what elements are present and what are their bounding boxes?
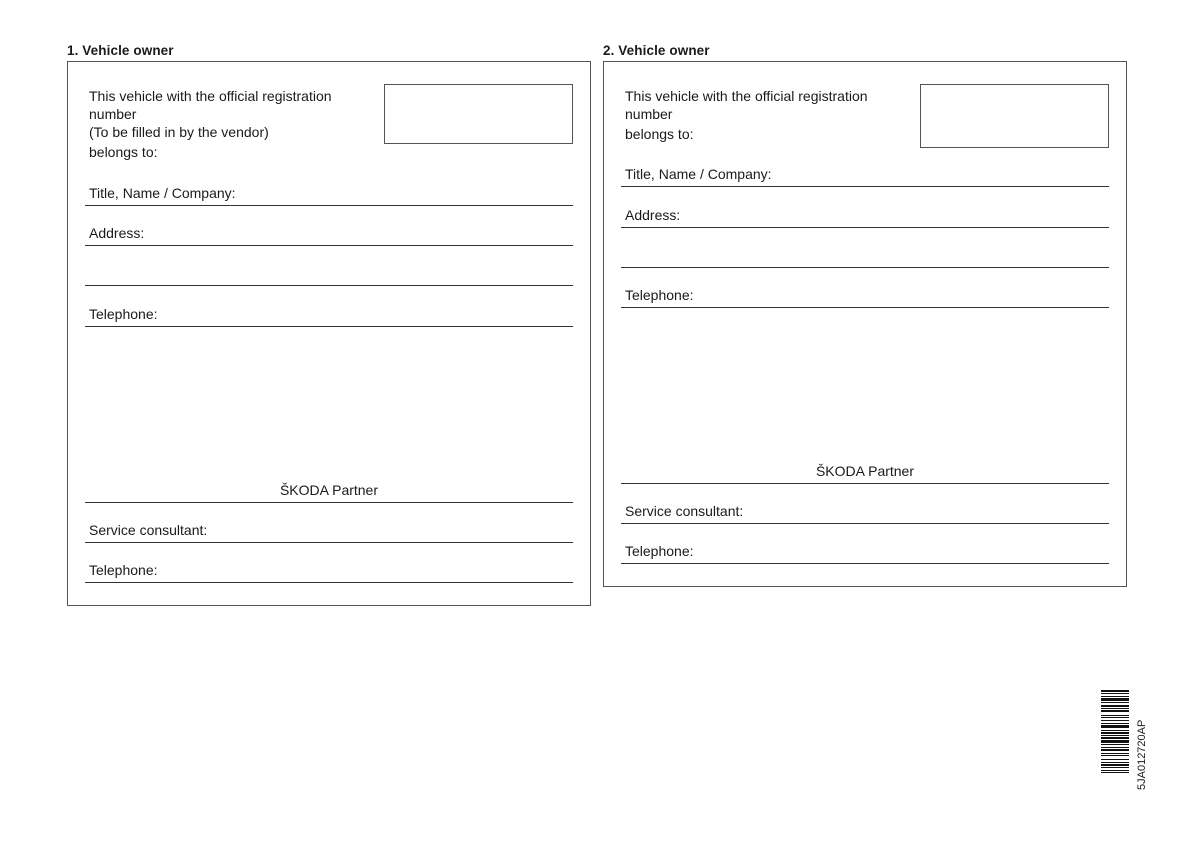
skoda-partner-label: ŠKODA Partner <box>815 463 915 479</box>
intro-line: number <box>89 106 137 122</box>
consultant-telephone-label: Telephone: <box>89 562 158 578</box>
barcode-bar <box>1101 740 1129 743</box>
vehicle-owner-card-2 <box>603 61 1127 587</box>
barcode-bar <box>1101 762 1129 763</box>
telephone-field[interactable] <box>621 284 1109 308</box>
registration-number-box[interactable] <box>920 84 1109 148</box>
barcode-bar <box>1101 735 1129 736</box>
name-company-field[interactable] <box>85 182 573 206</box>
card-1-intro <box>89 87 332 161</box>
telephone-label: Telephone: <box>625 287 694 303</box>
intro-line: This vehicle with the official registration <box>625 88 868 104</box>
address-label: Address: <box>89 225 145 241</box>
barcode-bar <box>1101 770 1129 771</box>
consultant-telephone-field[interactable] <box>85 559 573 583</box>
barcode-bar <box>1101 702 1129 703</box>
barcode-bar <box>1101 749 1129 751</box>
telephone-field[interactable] <box>85 303 573 327</box>
barcode-bar <box>1101 732 1129 734</box>
telephone-label: Telephone: <box>89 306 158 322</box>
name-company-field[interactable] <box>621 163 1109 187</box>
barcode-bar <box>1101 767 1129 768</box>
card-1-heading: 1. Vehicle owner <box>67 43 174 58</box>
barcode-bar <box>1101 744 1129 745</box>
barcode-bar <box>1101 772 1129 773</box>
service-consultant-label: Service consultant: <box>89 522 208 538</box>
consultant-telephone-label: Telephone: <box>625 543 694 559</box>
intro-line: belongs to: <box>625 126 694 142</box>
barcode-bar <box>1101 737 1129 739</box>
consultant-telephone-field[interactable] <box>621 540 1109 564</box>
barcode-bar <box>1101 753 1129 754</box>
barcode-bar <box>1101 693 1129 694</box>
barcode-bar <box>1101 764 1129 766</box>
intro-line: number <box>625 106 673 122</box>
skoda-partner-field[interactable] <box>85 479 573 503</box>
skoda-partner-field[interactable] <box>621 460 1109 484</box>
intro-line: belongs to: <box>89 144 158 160</box>
barcode-bar <box>1101 725 1129 728</box>
barcode-bar <box>1101 723 1129 724</box>
vehicle-owner-card-1 <box>67 61 591 606</box>
intro-line: (To be filled in by the vendor) <box>89 124 269 140</box>
barcode-bar <box>1101 730 1129 731</box>
barcode-bar <box>1101 759 1129 760</box>
barcode-bar <box>1101 705 1129 707</box>
barcode-bar <box>1101 696 1129 697</box>
barcode-bar <box>1101 708 1129 709</box>
barcode-bar <box>1101 747 1129 748</box>
address-field[interactable] <box>85 222 573 246</box>
barcode-bar <box>1101 755 1129 756</box>
card-2-intro <box>625 87 868 143</box>
intro-line: This vehicle with the official registration <box>89 88 332 104</box>
barcode-bar <box>1101 698 1129 701</box>
address-line-2-field[interactable] <box>621 244 1109 268</box>
barcode-bar <box>1101 715 1129 716</box>
service-consultant-field[interactable] <box>621 500 1109 524</box>
card-2-heading: 2. Vehicle owner <box>603 43 710 58</box>
barcode-bar <box>1101 717 1129 718</box>
address-line-2-field[interactable] <box>85 262 573 286</box>
barcode-bar <box>1101 710 1129 712</box>
barcode-bar <box>1101 690 1129 692</box>
barcode-graphic <box>1101 690 1129 802</box>
skoda-partner-label: ŠKODA Partner <box>279 482 379 498</box>
service-consultant-label: Service consultant: <box>625 503 744 519</box>
address-label: Address: <box>625 207 681 223</box>
name-company-label: Title, Name / Company: <box>89 185 236 201</box>
address-field[interactable] <box>621 204 1109 228</box>
service-consultant-field[interactable] <box>85 519 573 543</box>
registration-number-box[interactable] <box>384 84 573 144</box>
barcode-code: 5JA012720AP <box>1136 719 1148 790</box>
barcode-bar <box>1101 720 1129 721</box>
name-company-label: Title, Name / Company: <box>625 166 772 182</box>
